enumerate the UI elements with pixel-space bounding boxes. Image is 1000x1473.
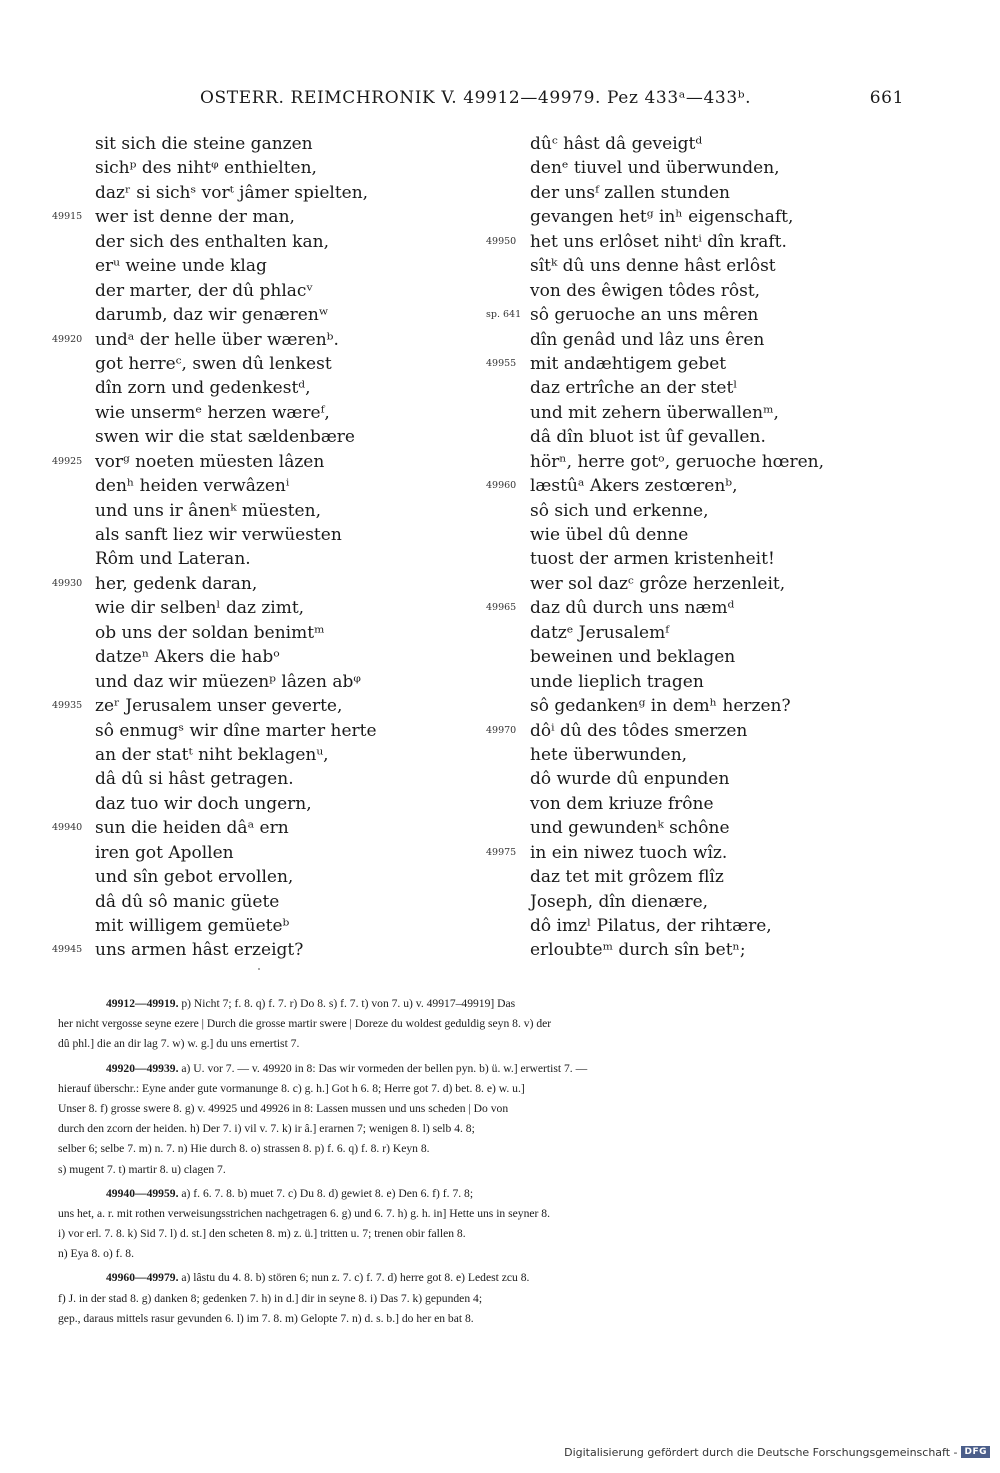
verse-number: 49930 [52, 577, 83, 589]
verse-line [486, 547, 866, 571]
verse-line [486, 767, 866, 791]
verse-line [52, 230, 462, 254]
verse-number: 49915 [52, 211, 83, 223]
verse-line [52, 425, 462, 449]
verse-text: het uns erlôset nihtⁱ dîn kraft. [530, 231, 787, 252]
verse-text: sichᵖ des nihtᵠ enthielten, [95, 158, 317, 179]
verse-line [486, 523, 866, 547]
verse-number: 49960 [486, 480, 517, 492]
verse-text: der unsᶠ zallen stunden [530, 182, 730, 203]
verse-line [486, 156, 866, 180]
apparatus-text: a) lâstu du 4. 8. b) stören 6; nun z. 7. c) f. 7. d) herre got 8. e) Ledest zcu 8. [181, 1271, 530, 1285]
running-header [200, 88, 904, 112]
verse-line [486, 499, 866, 523]
verse-text: daz ertrîche an der stetˡ [530, 378, 738, 399]
verse-text: dâ dû si hâst getragen. [95, 769, 294, 790]
verse-text: læstûᵃ Akers zestœrenᵇ, [530, 476, 738, 497]
verse-text: daz tuo wir doch ungern, [95, 793, 312, 814]
verse-text: Joseph, dîn dienære, [530, 891, 709, 912]
apparatus-text: a) U. vor 7. — v. 49920 in 8: Das wir vormeden der bellen pyn. b) ü. w.] erwertist 7. — [181, 1061, 588, 1075]
verse-text: beweinen und beklagen [530, 647, 736, 668]
apparatus-line [58, 1244, 906, 1264]
verse-line [486, 938, 866, 962]
verse-line [486, 890, 866, 914]
verse-text: iren got Apollen [95, 842, 234, 863]
verse-number: 49925 [52, 455, 83, 467]
verse-text: dô imzˡ Pilatus, der rihtære, [530, 916, 772, 936]
verse-number: sp. 641 [486, 309, 522, 321]
apparatus-line [58, 1224, 906, 1244]
verse-line [52, 547, 462, 571]
apparatus-line [58, 1034, 906, 1054]
verse-line [486, 254, 866, 278]
verse-range-label: 49912—49919. [106, 997, 179, 1010]
verse-line [486, 865, 866, 889]
critical-apparatus [58, 994, 906, 1333]
apparatus-text: f) J. in der stad 8. g) danken 8; gedenken 7. h) in d.] dir in seyne 8. i) Das 7. k) gepunden 4; [58, 1291, 483, 1305]
verse-line [52, 719, 462, 743]
separator-mark [258, 968, 260, 970]
apparatus-line [58, 1204, 906, 1224]
verse-text: dazʳ si sichˢ vorᵗ jâmer spielten, [95, 182, 369, 203]
apparatus-note [58, 1059, 906, 1180]
verse-line [52, 865, 462, 889]
verse-text: sîtᵏ dû uns denne hâst erlôst [530, 256, 776, 277]
verse-text: hete überwunden, [530, 744, 688, 765]
verse-text: dô wurde dû enpunden [530, 769, 730, 790]
verse-line [486, 132, 866, 156]
apparatus-text: i) vor erl. 7. 8. k) Sid 7. l) d. st.] den scheten 8. m) z. ü.] tritten u. 7; trenen obir fallen 8. [58, 1227, 466, 1241]
verse-line [52, 352, 462, 376]
verse-text: got herreᶜ, swen dû lenkest [95, 353, 332, 374]
verse-text: dîn zorn und gedenkestᵈ, [95, 378, 311, 399]
verse-text: sô sich und erkenne, [530, 500, 709, 521]
apparatus-text: s) mugent 7. t) martir 8. u) clagen 7. [58, 1162, 226, 1176]
apparatus-line [58, 1119, 906, 1139]
verse-text: und gewundenᵏ schône [530, 818, 730, 839]
verse-text: ob uns der soldan benimtᵐ [95, 622, 325, 643]
left-verse-column [52, 132, 462, 963]
apparatus-line [58, 1139, 906, 1159]
apparatus-line [58, 1059, 906, 1079]
apparatus-line [58, 1289, 906, 1309]
apparatus-line [58, 1099, 906, 1119]
verse-line [52, 767, 462, 791]
verse-text: daz tet mit grôzem flîz [530, 867, 724, 888]
verse-text: zeʳ Jerusalem unser geverte, [95, 696, 343, 717]
apparatus-line [58, 1079, 906, 1099]
verse-line [52, 205, 462, 229]
verse-line [52, 474, 462, 498]
apparatus-line [58, 1309, 906, 1329]
verse-line [52, 401, 462, 425]
verse-text: datzᵉ Jerusalemᶠ [530, 622, 669, 643]
right-verse-column [486, 132, 866, 963]
verse-line [486, 841, 866, 865]
verse-text: mit andæhtigem gebet [530, 353, 727, 374]
apparatus-text: her nicht vergosse seyne ezere | Durch die grosse martir swere | Doreze du woldest geduldig seyn 8. v) der [58, 1017, 552, 1031]
verse-line [52, 132, 462, 156]
verse-line [486, 401, 866, 425]
verse-line [486, 474, 866, 498]
verse-line [486, 328, 866, 352]
verse-text: und sîn gebot ervollen, [95, 867, 294, 888]
verse-number: 49970 [486, 724, 517, 736]
apparatus-line [58, 1160, 906, 1180]
verse-number: 49920 [52, 333, 83, 345]
apparatus-text: selber 6; selbe 7. m) n. 7. n) Hie durch 8. o) strassen 8. p) f. 6. q) f. 8. r) Keyn 8. [58, 1142, 430, 1156]
verse-line [486, 694, 866, 718]
verse-line [486, 816, 866, 840]
verse-number: 49940 [52, 822, 83, 834]
verse-line [486, 719, 866, 743]
verse-line [486, 450, 866, 474]
verse-line [52, 914, 462, 938]
verse-text: erloubteᵐ durch sîn betⁿ; [530, 940, 746, 961]
dfg-logo: DFG [961, 1446, 990, 1458]
verse-text: sô enmugˢ wir dîne marter herte [95, 720, 377, 741]
verse-text: wer ist denne der man, [95, 207, 295, 228]
verse-text: wer sol dazᶜ grôze herzenleit, [530, 573, 786, 594]
verse-line [486, 181, 866, 205]
verse-line [486, 914, 866, 938]
verse-line [52, 279, 462, 303]
verse-range-label: 49940—49959. [106, 1186, 179, 1200]
verse-line [486, 279, 866, 303]
verse-text: sit sich die steine ganzen [95, 134, 313, 154]
verse-line [52, 596, 462, 620]
verse-text: denʰ heiden verwâzenⁱ [95, 476, 290, 497]
verse-line [52, 694, 462, 718]
header-title: OSTERR. REIMCHRONIK V. 49912—49979. Pez 433ᵃ—433ᵇ. [200, 88, 752, 108]
verse-number: 49955 [486, 357, 517, 369]
verse-line [486, 621, 866, 645]
verse-text: swen wir die stat sældenbære [95, 427, 355, 448]
verse-text: wie übel dû denne [530, 525, 689, 545]
verse-text: her, gedenk daran, [95, 573, 258, 594]
verse-text: sô gedankenᵍ in demʰ herzen? [530, 696, 791, 717]
verse-text: mit willigem gemüeteᵇ [95, 916, 290, 936]
verse-line [52, 572, 462, 596]
verse-text: der marter, der dû phlacᵛ [95, 280, 313, 301]
verse-line [52, 890, 462, 914]
verse-line [52, 499, 462, 523]
verse-line [486, 645, 866, 669]
apparatus-note [58, 1268, 906, 1329]
verse-line [52, 621, 462, 645]
apparatus-line [58, 994, 906, 1014]
verse-line [486, 205, 866, 229]
verse-text: dâ dîn bluot ist ûf gevallen. [530, 427, 766, 448]
verse-line [52, 938, 462, 962]
verse-number: 49935 [52, 700, 83, 712]
verse-line [52, 645, 462, 669]
verse-line [486, 596, 866, 620]
apparatus-text: gep., daraus mittels rasur gevunden 6. l) im 7. 8. m) Gelopte 7. n) d. s. b.] do her en bat 8. [58, 1311, 474, 1325]
verse-line [52, 303, 462, 327]
digitization-credit [564, 1441, 990, 1463]
verse-text: dîn genâd und lâz uns êren [530, 329, 765, 350]
apparatus-line [58, 1184, 906, 1204]
verse-line [52, 670, 462, 694]
verse-text: gevangen hetᵍ inʰ eigenschaft, [530, 207, 794, 228]
verse-text: sun die heiden dâᵃ ern [95, 818, 289, 839]
verse-line [52, 156, 462, 180]
verse-line [52, 743, 462, 767]
verse-text: in ein niwez tuoch wîz. [530, 842, 728, 863]
verse-text: darumb, daz wir genærenʷ [95, 305, 329, 326]
verse-line [486, 792, 866, 816]
verse-number: 49965 [486, 602, 517, 614]
verse-text: wie unsermᵉ herzen wæreᶠ, [95, 402, 330, 423]
verse-line [486, 670, 866, 694]
verse-range-label: 49920—49939. [106, 1061, 179, 1075]
verse-line [52, 181, 462, 205]
verse-text: denᵉ tiuvel und überwunden, [530, 158, 780, 179]
verse-line [52, 523, 462, 547]
verse-line [486, 376, 866, 400]
verse-number: 49950 [486, 235, 517, 247]
verse-line [52, 841, 462, 865]
verse-text: Rôm und Lateran. [95, 549, 251, 570]
verse-text: von des êwigen tôdes rôst, [530, 280, 761, 301]
verse-text: und uns ir ânenᵏ müesten, [95, 500, 321, 521]
verse-line [52, 816, 462, 840]
verse-line [486, 425, 866, 449]
verse-text: erᵘ weine unde klag [95, 256, 267, 277]
apparatus-text: uns het, a. r. mit rothen verweisungsstrichen nachgetragen 6. g) und 6. 7. h) g. h. in] Hette uns in seyner 8. [58, 1206, 550, 1220]
verse-line [486, 352, 866, 376]
verse-line [52, 376, 462, 400]
verse-range-label: 49960—49979. [106, 1271, 179, 1285]
verse-text: der sich des enthalten kan, [95, 231, 329, 252]
verse-text: und mit zehern überwallenᵐ, [530, 402, 779, 423]
verse-text: wie dir selbenˡ daz zimt, [95, 598, 305, 619]
verse-line [486, 572, 866, 596]
apparatus-text: durch den zcorn der heiden. h) Der 7. i) vil v. 7. k) ir â.] erarnen 7; wenigen 8. l) selb 4. 8; [58, 1122, 475, 1136]
verse-line [486, 303, 866, 327]
apparatus-note [58, 1184, 906, 1265]
verse-text: als sanft liez wir verwüesten [95, 525, 342, 545]
apparatus-line [58, 1268, 906, 1288]
apparatus-text: dû phl.] die an dir lag 7. w) w. g.] du uns ernertist 7. [58, 1037, 300, 1051]
verse-text: datzeⁿ Akers die habᵒ [95, 647, 280, 668]
verse-line [52, 328, 462, 352]
verse-text: an der statᵗ niht beklagenᵘ, [95, 744, 329, 765]
verse-text: undᵃ der helle über wærenᵇ. [95, 329, 339, 350]
verse-number: 49945 [52, 944, 83, 956]
apparatus-text: hierauf überschr.: Eyne ander gute vormanunge 8. c) g. h.] Got h 6. 8; Herre got 7. d) bet. 8. e) w. u.] [58, 1081, 525, 1095]
credit-text: Digitalisierung gefördert durch die Deutsche Forschungsgemeinschaft - [564, 1445, 958, 1459]
apparatus-text: p) Nicht 7; f. 8. q) f. 7. r) Do 8. s) f. 7. t) von 7. u) v. 49917–49919] Das [181, 997, 516, 1010]
verse-text: daz dû durch uns næmᵈ [530, 598, 735, 619]
apparatus-line [58, 1014, 906, 1034]
verse-text: von dem kriuze frône [530, 793, 714, 814]
verse-number: 49975 [486, 846, 517, 858]
verse-line [52, 450, 462, 474]
verse-text: dûᶜ hâst dâ geveigtᵈ [530, 134, 703, 154]
verse-text: dôⁱ dû des tôdes smerzen [530, 720, 748, 741]
verse-text: unde lieplich tragen [530, 671, 704, 692]
verse-text: dâ dû sô manic güete [95, 891, 280, 912]
verse-line [52, 792, 462, 816]
verse-line [486, 743, 866, 767]
verse-text: tuost der armen kristenheit! [530, 549, 775, 570]
apparatus-text: a) f. 6. 7. 8. b) muet 7. c) Du 8. d) gewiet 8. e) Den 6. f) f. 7. 8; [181, 1186, 474, 1200]
verse-text: und daz wir müezenᵖ lâzen abᵠ [95, 671, 361, 692]
verse-line [486, 230, 866, 254]
verse-text: sô geruoche an uns mêren [530, 305, 759, 326]
apparatus-note [58, 994, 906, 1055]
verse-text: vorᵍ noeten müesten lâzen [95, 451, 325, 472]
apparatus-text: n) Eya 8. o) f. 8. [58, 1247, 134, 1261]
apparatus-text: Unser 8. f) grosse swere 8. g) v. 49925 und 49926 in 8: Lassen mussen und uns scheden | Do von [58, 1101, 509, 1115]
page-number: 661 [869, 88, 904, 108]
verse-text: uns armen hâst erzeigt? [95, 940, 304, 961]
verse-line [52, 254, 462, 278]
verse-text: hörⁿ, herre gotᵒ, geruoche hœren, [530, 451, 824, 472]
